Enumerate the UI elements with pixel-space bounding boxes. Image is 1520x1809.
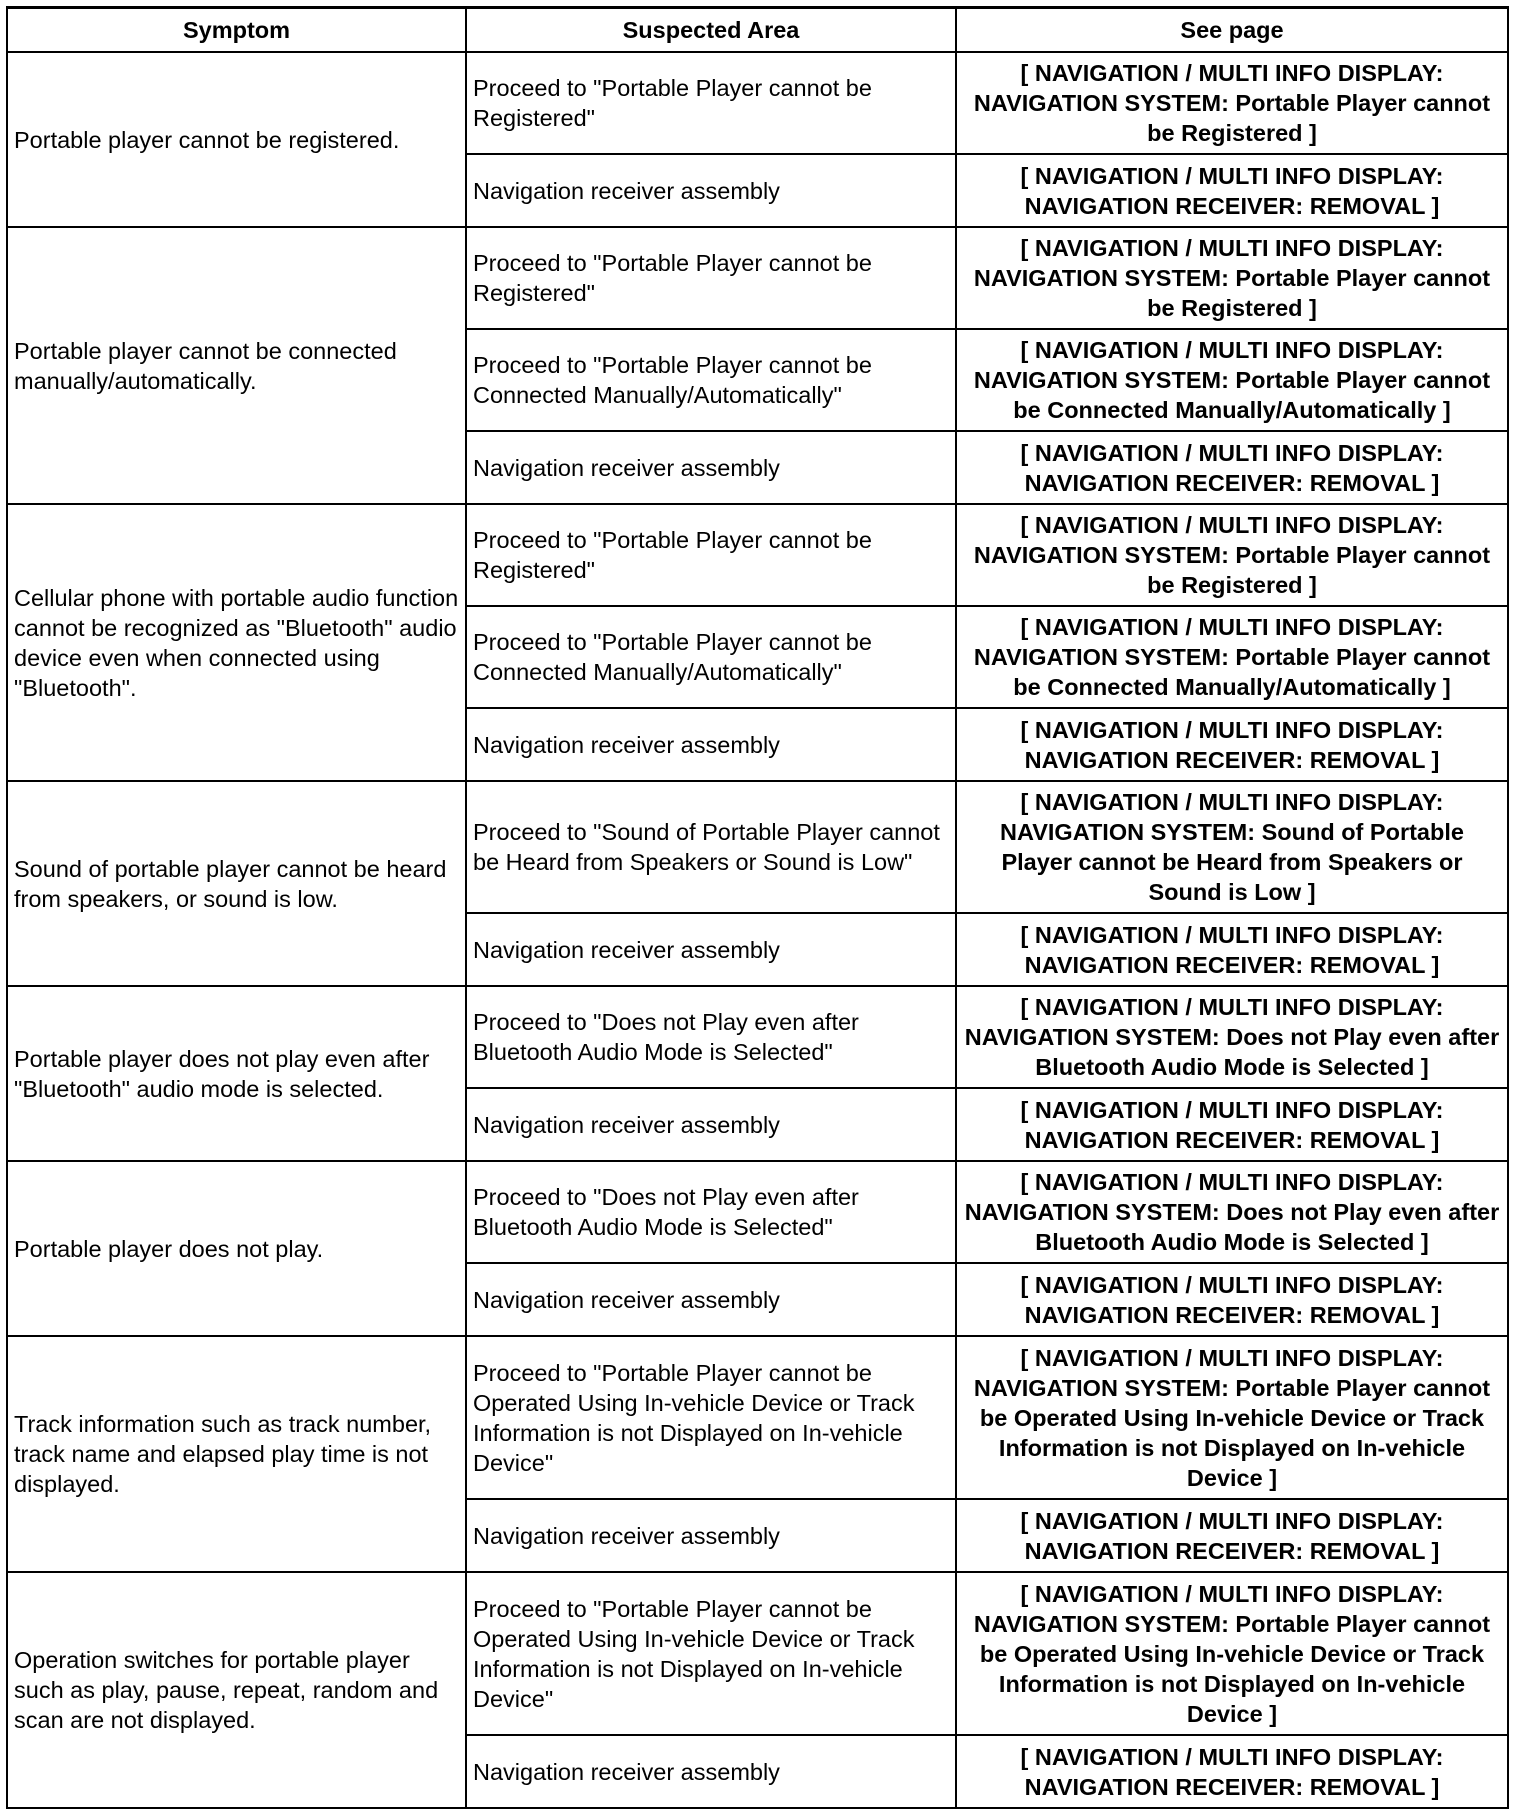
symptom-cell: Operation switches for portable player such as play, pause, repeat, random and scan are not displayed. (7, 1572, 466, 1808)
suspected-area-cell: Proceed to "Sound of Portable Player cannot be Heard from Speakers or Sound is Low" (466, 781, 956, 913)
table-row (7, 227, 1508, 329)
symptom-table (6, 6, 1509, 1809)
table-row (7, 504, 1508, 606)
see-page-cell: [ NAVIGATION / MULTI INFO DISPLAY: NAVIGATION SYSTEM: Portable Player cannot be Connected Manually/Automatically ] (956, 606, 1508, 708)
suspected-area-cell: Proceed to "Does not Play even after Bluetooth Audio Mode is Selected" (466, 1161, 956, 1263)
table-row (7, 1336, 1508, 1499)
suspected-area-cell: Navigation receiver assembly (466, 913, 956, 986)
symptom-cell: Cellular phone with portable audio function cannot be recognized as "Bluetooth" audio device even when connected using "Bluetooth". (7, 504, 466, 781)
suspected-area-cell: Proceed to "Portable Player cannot be Operated Using In-vehicle Device or Track Information is not Displayed on In-vehicle Device" (466, 1572, 956, 1735)
see-page-cell: [ NAVIGATION / MULTI INFO DISPLAY: NAVIGATION RECEIVER: REMOVAL ] (956, 1088, 1508, 1161)
see-page-cell: [ NAVIGATION / MULTI INFO DISPLAY: NAVIGATION RECEIVER: REMOVAL ] (956, 1499, 1508, 1572)
suspected-area-cell: Navigation receiver assembly (466, 708, 956, 781)
suspected-area-cell: Proceed to "Portable Player cannot be Connected Manually/Automatically" (466, 329, 956, 431)
see-page-cell: [ NAVIGATION / MULTI INFO DISPLAY: NAVIGATION SYSTEM: Portable Player cannot be Operated Using In-vehicle Device or Track Information is not Displayed on In-vehicle Device ] (956, 1572, 1508, 1735)
see-page-cell: [ NAVIGATION / MULTI INFO DISPLAY: NAVIGATION RECEIVER: REMOVAL ] (956, 1735, 1508, 1808)
table-row (7, 986, 1508, 1088)
see-page-cell: [ NAVIGATION / MULTI INFO DISPLAY: NAVIGATION RECEIVER: REMOVAL ] (956, 1263, 1508, 1336)
suspected-area-cell: Proceed to "Does not Play even after Bluetooth Audio Mode is Selected" (466, 986, 956, 1088)
symptom-cell: Portable player does not play. (7, 1161, 466, 1336)
symptom-cell: Portable player cannot be connected manually/automatically. (7, 227, 466, 504)
suspected-area-cell: Proceed to "Portable Player cannot be Operated Using In-vehicle Device or Track Information is not Displayed on In-vehicle Device" (466, 1336, 956, 1499)
suspected-area-cell: Proceed to "Portable Player cannot be Connected Manually/Automatically" (466, 606, 956, 708)
suspected-area-cell: Proceed to "Portable Player cannot be Registered" (466, 52, 956, 154)
header-suspected-area: Suspected Area (466, 8, 956, 53)
symptom-cell: Sound of portable player cannot be heard from speakers, or sound is low. (7, 781, 466, 986)
see-page-cell: [ NAVIGATION / MULTI INFO DISPLAY: NAVIGATION SYSTEM: Portable Player cannot be Registered ] (956, 227, 1508, 329)
see-page-cell: [ NAVIGATION / MULTI INFO DISPLAY: NAVIGATION SYSTEM: Portable Player cannot be Registered ] (956, 52, 1508, 154)
header-row (7, 8, 1508, 53)
see-page-cell: [ NAVIGATION / MULTI INFO DISPLAY: NAVIGATION SYSTEM: Sound of Portable Player cannot be Heard from Speakers or Sound is Low ] (956, 781, 1508, 913)
suspected-area-cell: Navigation receiver assembly (466, 1735, 956, 1808)
suspected-area-cell: Proceed to "Portable Player cannot be Registered" (466, 504, 956, 606)
see-page-cell: [ NAVIGATION / MULTI INFO DISPLAY: NAVIGATION SYSTEM: Portable Player cannot be Operated Using In-vehicle Device or Track Information is not Displayed on In-vehicle Device ] (956, 1336, 1508, 1499)
symptom-cell: Portable player cannot be registered. (7, 52, 466, 227)
see-page-cell: [ NAVIGATION / MULTI INFO DISPLAY: NAVIGATION RECEIVER: REMOVAL ] (956, 913, 1508, 986)
suspected-area-cell: Navigation receiver assembly (466, 154, 956, 227)
header-symptom: Symptom (7, 8, 466, 53)
suspected-area-cell: Proceed to "Portable Player cannot be Registered" (466, 227, 956, 329)
table-body (7, 52, 1508, 1808)
see-page-cell: [ NAVIGATION / MULTI INFO DISPLAY: NAVIGATION SYSTEM: Does not Play even after Bluetooth Audio Mode is Selected ] (956, 986, 1508, 1088)
see-page-cell: [ NAVIGATION / MULTI INFO DISPLAY: NAVIGATION RECEIVER: REMOVAL ] (956, 154, 1508, 227)
table-row (7, 781, 1508, 913)
suspected-area-cell: Navigation receiver assembly (466, 431, 956, 504)
table-row (7, 1161, 1508, 1263)
see-page-cell: [ NAVIGATION / MULTI INFO DISPLAY: NAVIGATION RECEIVER: REMOVAL ] (956, 708, 1508, 781)
see-page-cell: [ NAVIGATION / MULTI INFO DISPLAY: NAVIGATION SYSTEM: Portable Player cannot be Connected Manually/Automatically ] (956, 329, 1508, 431)
suspected-area-cell: Navigation receiver assembly (466, 1499, 956, 1572)
header-see-page: See page (956, 8, 1508, 53)
see-page-cell: [ NAVIGATION / MULTI INFO DISPLAY: NAVIGATION SYSTEM: Portable Player cannot be Registered ] (956, 504, 1508, 606)
symptom-cell: Portable player does not play even after "Bluetooth" audio mode is selected. (7, 986, 466, 1161)
suspected-area-cell: Navigation receiver assembly (466, 1263, 956, 1336)
suspected-area-cell: Navigation receiver assembly (466, 1088, 956, 1161)
table-row (7, 1572, 1508, 1735)
table-row (7, 52, 1508, 154)
symptom-cell: Track information such as track number, track name and elapsed play time is not displayed. (7, 1336, 466, 1572)
see-page-cell: [ NAVIGATION / MULTI INFO DISPLAY: NAVIGATION RECEIVER: REMOVAL ] (956, 431, 1508, 504)
see-page-cell: [ NAVIGATION / MULTI INFO DISPLAY: NAVIGATION SYSTEM: Does not Play even after Bluetooth Audio Mode is Selected ] (956, 1161, 1508, 1263)
